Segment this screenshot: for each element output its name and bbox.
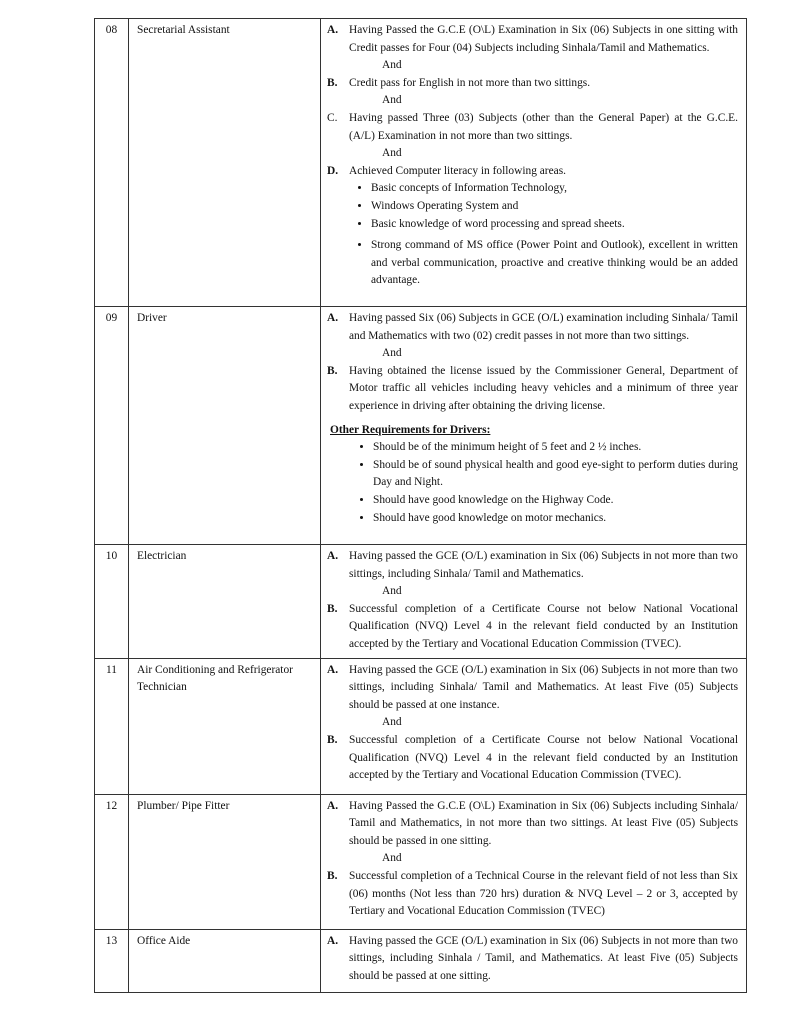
computer-literacy-list <box>327 180 738 290</box>
post-name: Air Conditioning and Refrigerator Technician <box>129 658 321 794</box>
table-row <box>95 929 747 992</box>
label-b: B. <box>327 364 338 377</box>
label-a: A. <box>327 799 339 812</box>
requirements-cell <box>321 545 747 659</box>
and-text: And <box>382 147 402 160</box>
label-c: C. <box>327 111 338 124</box>
post-name: Plumber/ Pipe Fitter <box>129 794 321 929</box>
list-item: • Basic concepts of Information Technology, <box>371 180 738 198</box>
table-row <box>95 19 747 307</box>
requirement-a: A. Having passed the GCE (O/L) examination in Six (06) Subjects in not more than two sittings, including Sinhala/ Tamil and Mathematics. At least Five (05) Subjects should be passed at one instance. <box>327 662 738 715</box>
post-name: Driver <box>129 307 321 545</box>
label-a: A. <box>327 24 339 36</box>
requirement-c: C. Having passed Three (03) Subjects (other than the General Paper) at the G.C.E. (A/L) Examination in not more than two sittings. <box>327 110 738 145</box>
and-text: And <box>382 347 402 360</box>
post-name: Office Aide <box>129 929 321 992</box>
label-b: B. <box>327 733 338 746</box>
table-row <box>95 545 747 659</box>
requirement-b: B. Credit pass for English in not more than two sittings. <box>327 75 738 93</box>
row-number: 13 <box>95 929 129 992</box>
requirements-cell <box>321 794 747 929</box>
driver-requirements-list <box>327 439 738 527</box>
requirement-d: D. Achieved Computer literacy in following areas. <box>327 163 738 181</box>
post-name: Secretarial Assistant <box>129 19 321 307</box>
and-text: And <box>382 59 402 72</box>
list-item: • Should have good knowledge on the Highway Code. <box>373 492 738 510</box>
row-number: 11 <box>95 658 129 794</box>
label-b: B. <box>327 869 338 882</box>
list-item: • Should have good knowledge on motor mechanics. <box>373 510 738 528</box>
and-text: And <box>382 94 402 107</box>
label-a: A. <box>327 663 339 676</box>
label-a: A. <box>327 312 339 324</box>
table-row <box>95 307 747 545</box>
requirement-a: A. Having Passed the G.C.E (O\L) Examination in Six (06) Subjects including Sinhala/ Tamil and Mathematics, in not more than two sittings. At least Five (05) Subjects should be passed in one sitting. <box>327 798 738 851</box>
post-name: Electrician <box>129 545 321 659</box>
requirements-cell <box>321 929 747 992</box>
table-row <box>95 658 747 794</box>
requirement-a: A. Having passed the GCE (O/L) examination in Six (06) Subjects in not more than two sittings, including Sinhala/ Tamil and Mathematics. <box>327 548 738 583</box>
label-a: A. <box>327 934 339 947</box>
requirements-cell <box>321 307 747 545</box>
label-b: B. <box>327 76 338 89</box>
requirements-cell <box>321 658 747 794</box>
table-row <box>95 794 747 929</box>
list-item: • Basic knowledge of word processing and spread sheets. <box>371 216 738 234</box>
and-text: And <box>382 716 402 729</box>
row-number: 09 <box>95 307 129 545</box>
and-text: And <box>382 585 402 598</box>
requirement-a: A. Having passed Six (06) Subjects in GCE (O/L) examination including Sinhala/ Tamil and Mathematics with two (02) credit passes in not more than two sittings. <box>327 310 738 345</box>
row-number: 12 <box>95 794 129 929</box>
list-item: • Windows Operating System and <box>371 198 738 216</box>
row-number: 08 <box>95 19 129 307</box>
row-number: 10 <box>95 545 129 659</box>
list-item: • Strong command of MS office (Power Point and Outlook), excellent in written and verbal communication, proactive and creative thinking would be an added advantage. <box>371 237 738 290</box>
other-requirements-heading: Other Requirements for Drivers: <box>330 423 491 436</box>
requirement-a: A. Having passed the GCE (O/L) examination in Six (06) Subjects in not more than two sittings, including Sinhala / Tamil, and Mathematics. At least Five (05) Subjects should be passed at one sitting. <box>327 933 738 986</box>
label-a: A. <box>327 550 339 562</box>
list-item: • Should be of the minimum height of 5 feet and 2 ½ inches. <box>373 439 738 457</box>
requirement-b: B. Successful completion of a Certificate Course not below National Vocational Qualification (NVQ) Level 4 in the relevant field conducted by an Institution accepted by the Tertiary and Vocational Education Commission (TVEC). <box>327 601 738 654</box>
label-d: D. <box>327 164 339 177</box>
requirement-a: A. Having Passed the G.C.E (O\L) Examination in Six (06) Subjects in one sitting with Credit passes for Four (04) Subjects including Sinhala/Tamil and Mathematics. <box>327 22 738 57</box>
label-b: B. <box>327 602 338 615</box>
requirements-cell <box>321 19 747 307</box>
requirement-b: B. Successful completion of a Certificate Course not below National Vocational Qualification (NVQ) Level 4 in the relevant field conducted by an Institution accepted by the Tertiary and Vocational Education Commission (TVEC). <box>327 732 738 785</box>
and-text: And <box>382 852 402 865</box>
requirement-b: B. Having obtained the license issued by the Commissioner General, Department of Motor traffic all vehicles including heavy vehicles and a minimum of three year experience in driving after obtaining the driving license. <box>327 363 738 416</box>
requirement-b: B. Successful completion of a Technical Course in the relevant field of not less than Six (06) months (Not less than 720 hrs) duration & NVQ Level – 2 or 3, accepted by Tertiary and Vocational Education Commission (TVEC) <box>327 868 738 921</box>
list-item: • Should be of sound physical health and good eye-sight to perform duties during Day and Night. <box>373 457 738 492</box>
qualifications-table <box>94 18 747 993</box>
